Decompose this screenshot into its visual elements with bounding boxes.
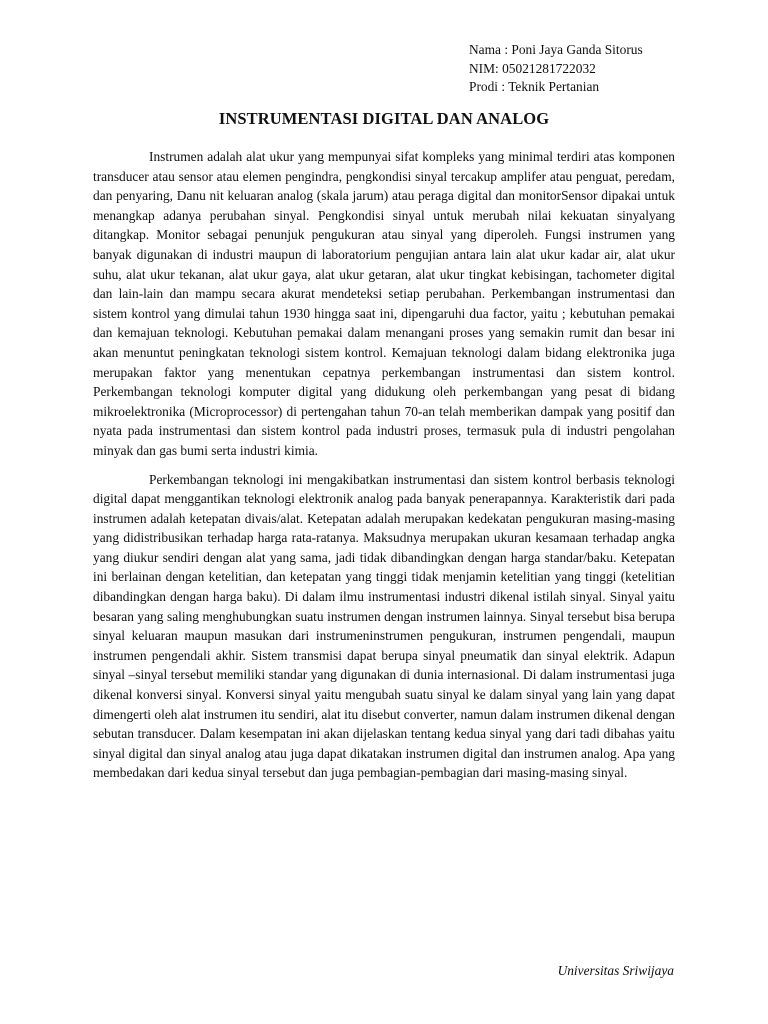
document-title: INSTRUMENTASI DIGITAL DAN ANALOG	[218, 109, 550, 128]
student-info	[469, 41, 643, 97]
student-prodi: Prodi : Teknik Pertanian	[469, 79, 600, 94]
document-body	[93, 147, 675, 783]
footer-university: Universitas Sriwijaya	[557, 963, 674, 978]
student-name: Nama : Poni Jaya Ganda Sitorus	[469, 42, 643, 57]
student-nim: NIM: 05021281722032	[469, 60, 596, 76]
paragraph-2: Perkembangan teknologi ini mengakibatkan instrumentasi dan sistem kontrol berbasis teknologi digital dapat menggantikan teknologi elektronik analog pada banyak penerapannya. Karakteristik dari pada instrumen adalah ketepatan divais/alat. Ketepatan adalah merupakan kedekatan pengukuran masing-masing yang didistribusikan terhadap harga rata-ratanya. Maksudnya merupakan ukuran kesamaan terhadap angka yang diukur sendiri dengan alat yang sama, jadi tidak dibandingkan dengan harga standar/baku. Ketepatan ini berlainan dengan ketelitian, dan ketepatan yang tinggi tidak menjamin ketelitian yang tinggi (ketelitian dibandingkan dengan harga baku). Di dalam ilmu instrumentasi industri dikenal istilah sinyal. Sinyal yaitu besaran yang saling menghubungkan suatu instrumen dengan instrumen lainnya. Sinyal tersebut bisa berupa sinyal keluaran maupun masukan dari instrumeninstrumen pengukuran, instrumen pengendali, maupun instrumen pengendali akhir. Sistem transmisi dapat berupa sinyal pneumatik dan sinyal elektrik. Adapun sinyal –sinyal tersebut memiliki standar yang digunakan di dunia internasional. Di dalam instrumentasi juga dikenal konversi sinyal. Konversi sinyal yaitu mengubah suatu sinyal ke dalam sinyal yang lain yang dapat dimengerti oleh alat instrumen itu sendiri, alat itu disebut converter, namun dalam instrumen dikenal dengan sebutan transducer. Dalam kesempatan ini akan dijelaskan tentang kedua sinyal yang dari tadi dibahas yaitu sinyal digital dan sinyal analog atau juga dapat dikatakan instrumen digital dan instrumen analog. Apa yang membedakan dari kedua sinyal tersebut dan juga pembagian-pembagian dari masing-masing sinyal.	[93, 471, 675, 781]
paragraph-1: Instrumen adalah alat ukur yang mempunyai sifat kompleks yang minimal terdiri atas komponen transducer atau sensor atau elemen pengindra, pengkondisi sinyal tercakup amplifer atau penguat, peredam, dan penyaring, Danu nit keluaran analog (skala jarum) atau peraga digital dan monitorSensor dipakai untuk menangkap adanya perubahan sinyal. Pengkondisi sinyal untuk merubah nilai kekuatan sinyalyang ditangkap. Monitor sebagai penunjuk pengukuran atau sinyal yang diperoleh. Fungsi instrumen yang banyak digunakan di industri maupun di laboratorium pengujian antara lain alat ukur kadar air, alat ukur suhu, alat ukur tekanan, alat ukur gaya, alat ukur getaran, alat ukur tingkat kebisingan, tachometer digital dan lain-lain dan mampu secara akurat mendeteksi setiap perubahan. Perkembangan instrumentasi dan sistem kontrol yang dimulai tahun 1930 hingga saat ini, dipengaruhi dua factor, yaitu ; kebutuhan pemakai dan kemajuan teknologi. Kebutuhan pemakai dalam menangani proses yang semakin rumit dan besar ini akan menuntut peningkatan teknologi sistem kontrol. Kemajuan teknologi dalam bidang elektronika juga merupakan faktor yang menentukan cepatnya perkembangan instrumentasi dan sistem kontrol. Perkembangan teknologi komputer digital yang didukung oleh perkembangan yang pesat di bidang mikroelektronika (Microprocessor) di pertengahan tahun 70-an telah memberikan dampak yang positif dan nyata pada instrumentasi dan sistem kontrol pada industri proses, termasuk pula di industri pengolahan minyak dan gas bumi serta industri kimia.	[93, 149, 675, 458]
